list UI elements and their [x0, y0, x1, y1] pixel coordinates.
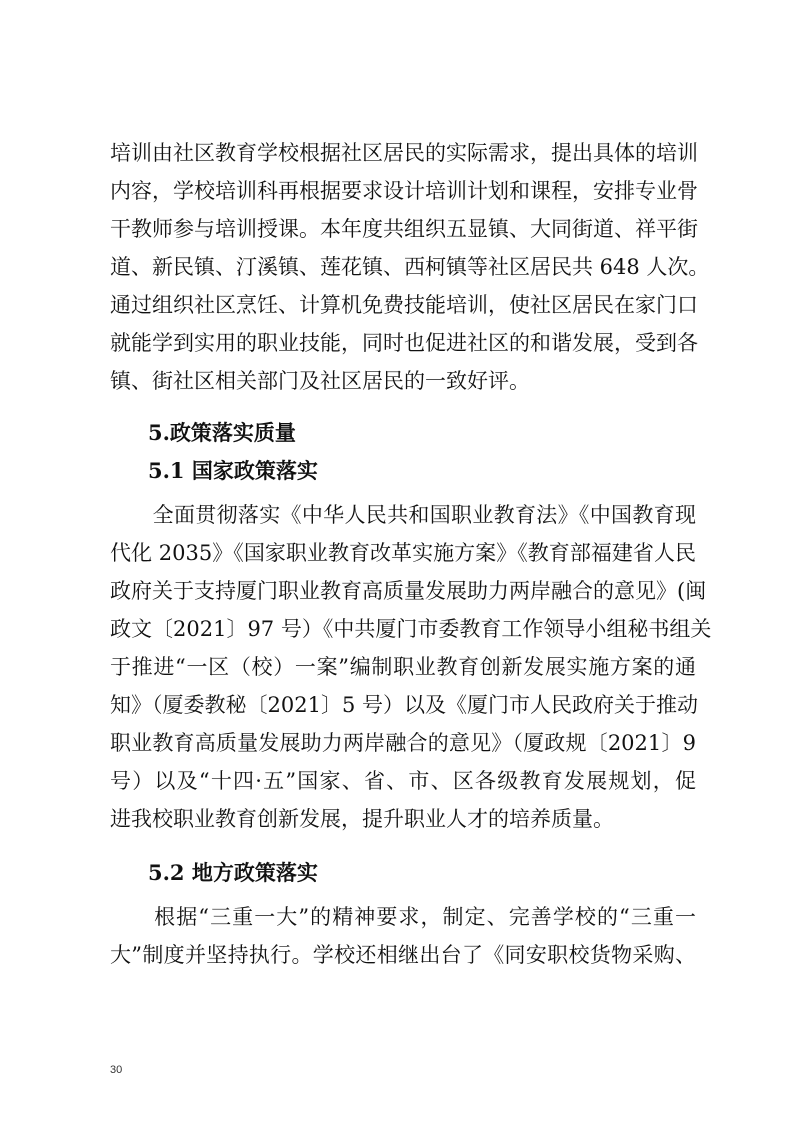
- paragraph-2-line-2: 代化 2035》《国家职业教育改革实施方案》《教育部福建省人民: [110, 541, 696, 565]
- page-number: 30: [110, 1064, 123, 1076]
- paragraph-2-line-4: 政文〔2021〕97 号）《中共厦门市委教育工作领导小组秘书组关: [110, 617, 712, 641]
- section-heading-5: 5.政策落实质量: [148, 420, 296, 445]
- paragraph-1-line-7: 镇、街社区相关部门及社区居民的一致好评。: [110, 369, 530, 393]
- paragraph-2-line-6: 知》（厦委教秘〔2021〕5 号）以及《厦门市人民政府关于推动: [110, 693, 698, 717]
- paragraph-1-line-4: 道、新民镇、汀溪镇、莲花镇、西柯镇等社区居民共 648 人次。: [110, 255, 710, 279]
- paragraph-2-line-7: 职业教育高质量发展助力两岸融合的意见》（厦政规〔2021〕9: [110, 731, 696, 755]
- paragraph-3-line-2: 大”制度并坚持执行。学校还相继出台了《同安职校货物采购、: [110, 943, 696, 967]
- paragraph-2-line-8: 号）以及“十四·五”国家、省、市、区各级教育发展规划，促: [110, 769, 696, 793]
- paragraph-1-line-6: 就能学到实用的职业技能，同时也促进社区的和谐发展，受到各: [110, 331, 698, 355]
- paragraph-1-line-3: 干教师参与培训授课。本年度共组织五显镇、大同街道、祥平街: [110, 217, 698, 241]
- paragraph-2-line-5: 于推进“一区（校）一案”编制职业教育创新发展实施方案的通: [110, 655, 696, 679]
- paragraph-2-line-3: 政府关于支持厦门职业教育高质量发展助力两岸融合的意见》(闽: [110, 579, 707, 603]
- paragraph-3-line-1: 根据“三重一大”的精神要求，制定、完善学校的“三重一: [110, 905, 696, 929]
- paragraph-1-line-5: 通过组织社区烹饪、计算机免费技能培训，使社区居民在家门口: [110, 293, 698, 317]
- paragraph-2-line-9: 进我校职业教育创新发展，提升职业人才的培养质量。: [110, 807, 614, 831]
- paragraph-1-line-2: 内容，学校培训科再根据要求设计培训计划和课程，安排专业骨: [110, 179, 698, 203]
- paragraph-1-line-1: 培训由社区教育学校根据社区居民的实际需求，提出具体的培训: [110, 141, 698, 165]
- section-heading-5-2: 5.2 地方政策落实: [148, 860, 318, 885]
- paragraph-2-line-1: 全面贯彻落实《中华人民共和国职业教育法》《中国教育现: [110, 503, 696, 527]
- section-heading-5-1: 5.1 国家政策落实: [148, 458, 318, 483]
